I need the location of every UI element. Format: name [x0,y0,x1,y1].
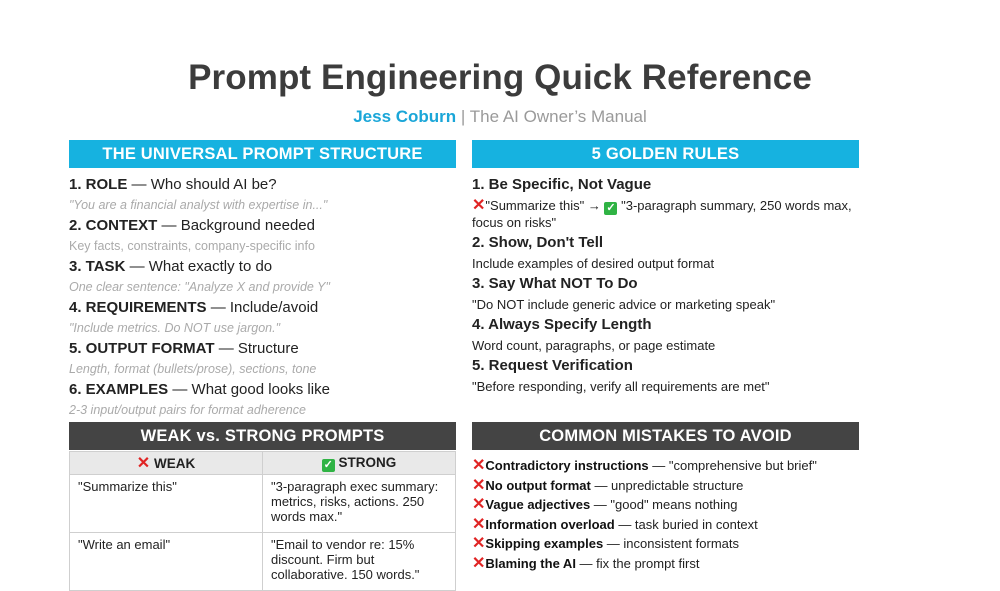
mistakes-list [472,456,859,573]
structure-list [69,175,456,421]
cross-icon: ✕ [472,535,486,552]
weak-cell: "Summarize this" [70,475,263,533]
structure-desc: — Background needed [157,217,315,234]
structure-label: 4. REQUIREMENTS [69,299,207,316]
cross-icon: ✕ [472,476,486,494]
structure-example: One clear sentence: "Analyze X and provide Y" [69,280,330,294]
structure-label: 2. CONTEXT [69,217,158,234]
golden-rule-2 [472,233,859,271]
cross-icon: ✕ [472,554,486,572]
weak-cell: "Write an email" [70,533,263,591]
golden-rules-header: 5 GOLDEN RULES [472,140,859,168]
rule-title: 4. Always Specify Length [472,316,652,333]
rule-title: 5. Request Verification [472,357,633,374]
strong-cell: "3-paragraph exec summary: metrics, risks, actions. 250 words max." [263,475,456,533]
arrow-right-icon: → [587,198,601,213]
golden-rules-section [472,140,859,397]
golden-rule-3 [472,274,859,312]
rule-desc [472,198,859,230]
table-header-row [70,452,456,475]
page-subtitle [0,107,1000,127]
structure-label: 3. TASK [69,258,126,275]
author-name: Jess Coburn [353,107,457,126]
structure-example: "Include metrics. Do NOT use jargon." [69,321,281,335]
list-item: ✕No output format — unpredictable structure [472,476,744,494]
structure-example: "You are a financial analyst with expertise in..." [69,198,328,212]
page-title: Prompt Engineering Quick Reference [188,58,812,97]
structure-desc: — What exactly to do [125,258,273,275]
rule-desc: Include examples of desired output format [472,256,715,271]
structure-desc: — Structure [214,340,299,357]
weak-strong-header: WEAK vs. STRONG PROMPTS [69,422,456,450]
rule-desc: "Before responding, verify all requirements are met" [472,379,770,394]
structure-desc: — What good looks like [168,381,330,398]
structure-item-task [69,257,456,298]
common-mistakes-header: COMMON MISTAKES TO AVOID [472,422,859,450]
structure-example: 2-3 input/output pairs for format adherence [69,403,306,417]
weak-strong-section [69,422,456,591]
structure-item-context [69,216,456,257]
subtitle-separator: | [460,107,466,126]
structure-desc: — Who should AI be? [127,176,277,193]
structure-label: 6. EXAMPLES [69,381,169,398]
golden-rule-1 [472,175,859,230]
cross-icon: ✕ [472,496,486,513]
cross-icon: ✕ [136,455,151,472]
rule-title: 3. Say What NOT To Do [472,275,638,292]
list-item: ✕Contradictory instructions — "comprehensive but brief" [472,457,817,474]
structure-example: Length, format (bullets/prose), sections, tone [69,362,317,376]
golden-rules-list [472,175,859,394]
list-item: ✕Skipping examples — inconsistent formats [472,535,739,552]
cross-icon: ✕ [472,515,486,533]
rule-title: 1. Be Specific, Not Vague [472,176,652,193]
structure-desc: — Include/avoid [206,299,319,316]
list-item: ✕Vague adjectives — "good" means nothing [472,496,738,513]
cross-icon: ✕ [472,197,486,214]
check-icon: ✓ [323,458,333,471]
weak-strong-table [69,451,456,591]
rule1-weak-example: "Summarize this" [485,198,585,213]
universal-structure-header: THE UNIVERSAL PROMPT STRUCTURE [69,140,456,168]
structure-item-examples [69,380,456,421]
list-item: ✕Blaming the AI — fix the prompt first [472,554,700,572]
golden-rule-4 [472,315,859,353]
table-row [70,475,456,533]
structure-label: 5. OUTPUT FORMAT [69,340,215,357]
weak-column-header: ✕ WEAK [70,452,263,475]
check-icon: ✓ [606,202,616,214]
golden-rule-5 [472,356,859,394]
strong-column-header: ✓ STRONG [263,452,456,475]
structure-item-output-format [69,339,456,380]
rule-desc: Word count, paragraphs, or page estimate [472,338,716,353]
common-mistakes-section [472,422,859,573]
cross-icon: ✕ [472,457,486,474]
structure-item-role [69,175,456,216]
list-item: ✕Information overload — task buried in context [472,515,758,533]
rule-desc: "Do NOT include generic advice or marketing speak" [472,297,776,312]
rule-title: 2. Show, Don't Tell [472,234,604,251]
book-title: The AI Owner’s Manual [469,107,647,126]
strong-cell: "Email to vendor re: 15% discount. Firm but collaborative. 150 words." [263,533,456,591]
structure-item-requirements [69,298,456,339]
universal-structure-section [69,140,456,421]
rule1-strong-example: "3-paragraph summary, 250 words max, focus on risks" [472,198,852,230]
structure-example: Key facts, constraints, company-specific info [69,239,315,253]
structure-label: 1. ROLE [69,176,128,193]
